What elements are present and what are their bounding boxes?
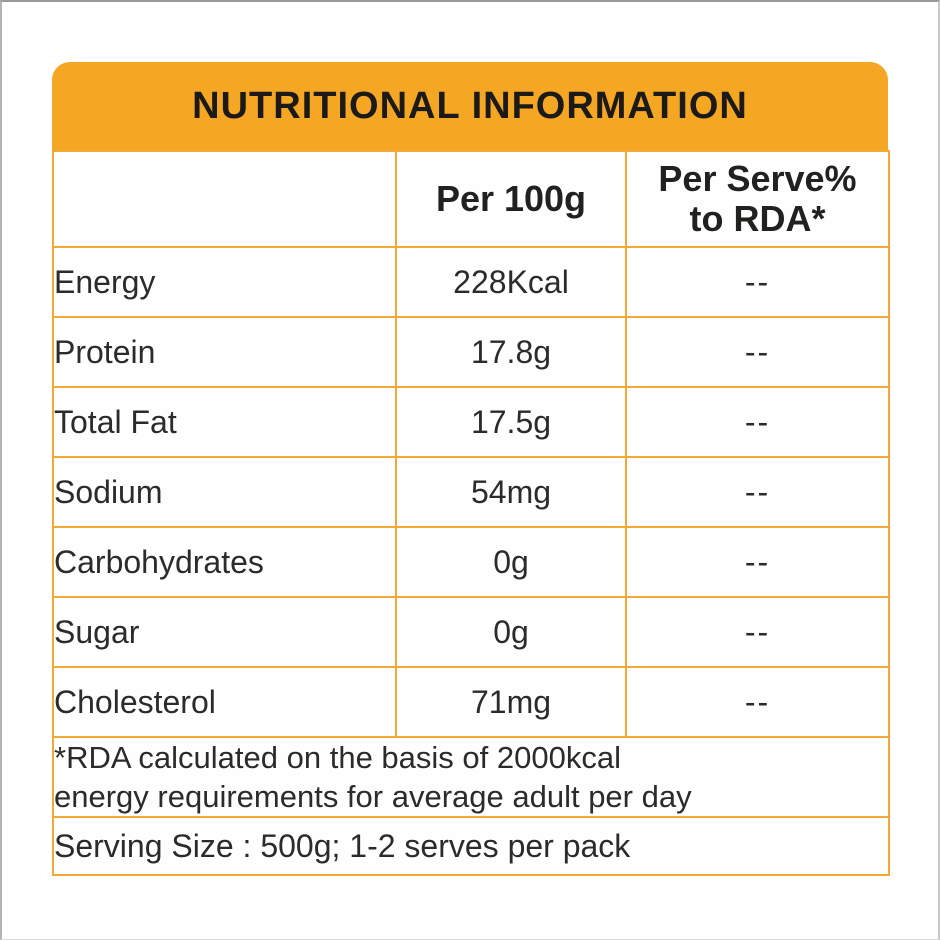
table-row [53,247,889,317]
row-value-per-100g: 71mg [396,667,626,737]
row-value-per-serve: -- [626,597,889,667]
table-row [53,317,889,387]
row-label-energy: Energy [53,247,396,317]
row-label-sugar: Sugar [53,597,396,667]
row-label-cholesterol: Cholesterol [53,667,396,737]
row-value-per-100g: 0g [396,597,626,667]
row-value-per-serve: -- [626,527,889,597]
table-row [53,667,889,737]
row-label-carbohydrates: Carbohydrates [53,527,396,597]
row-value-per-serve: -- [626,457,889,527]
row-value-per-serve: -- [626,387,889,457]
table-row [53,527,889,597]
row-value-per-100g: 17.5g [396,387,626,457]
row-value-per-serve: -- [626,317,889,387]
empty-header-cell [53,151,396,247]
row-label-sodium: Sodium [53,457,396,527]
card-header-band [52,62,888,150]
serving-size-row [53,817,889,875]
nutrition-table [52,150,890,876]
rda-footnote [53,737,889,817]
row-value-per-100g: 0g [396,527,626,597]
serving-size-note: Serving Size : 500g; 1-2 serves per pack [53,817,889,875]
nutrition-card [52,62,888,876]
rda-footnote-row [53,737,889,817]
table-row [53,457,889,527]
row-label-protein: Protein [53,317,396,387]
column-header-per-serve-line2: to RDA* [689,198,826,239]
rda-footnote-line1: *RDA calculated on the basis of 2000kcal [54,740,621,775]
table-header-row [53,151,889,247]
row-value-per-100g: 228Kcal [396,247,626,317]
row-value-per-serve: -- [626,667,889,737]
table-row [53,597,889,667]
row-value-per-100g: 17.8g [396,317,626,387]
row-label-total-fat: Total Fat [53,387,396,457]
row-value-per-100g: 54mg [396,457,626,527]
column-header-per-100g: Per 100g [396,151,626,247]
rda-footnote-line2: energy requirements for average adult per day [54,779,692,814]
column-header-per-serve-line1: Per Serve% [658,157,857,199]
table-row [53,387,889,457]
card-title: NUTRITIONAL INFORMATION [192,84,748,127]
column-header-per-serve-rda [626,151,889,247]
row-value-per-serve: -- [626,247,889,317]
